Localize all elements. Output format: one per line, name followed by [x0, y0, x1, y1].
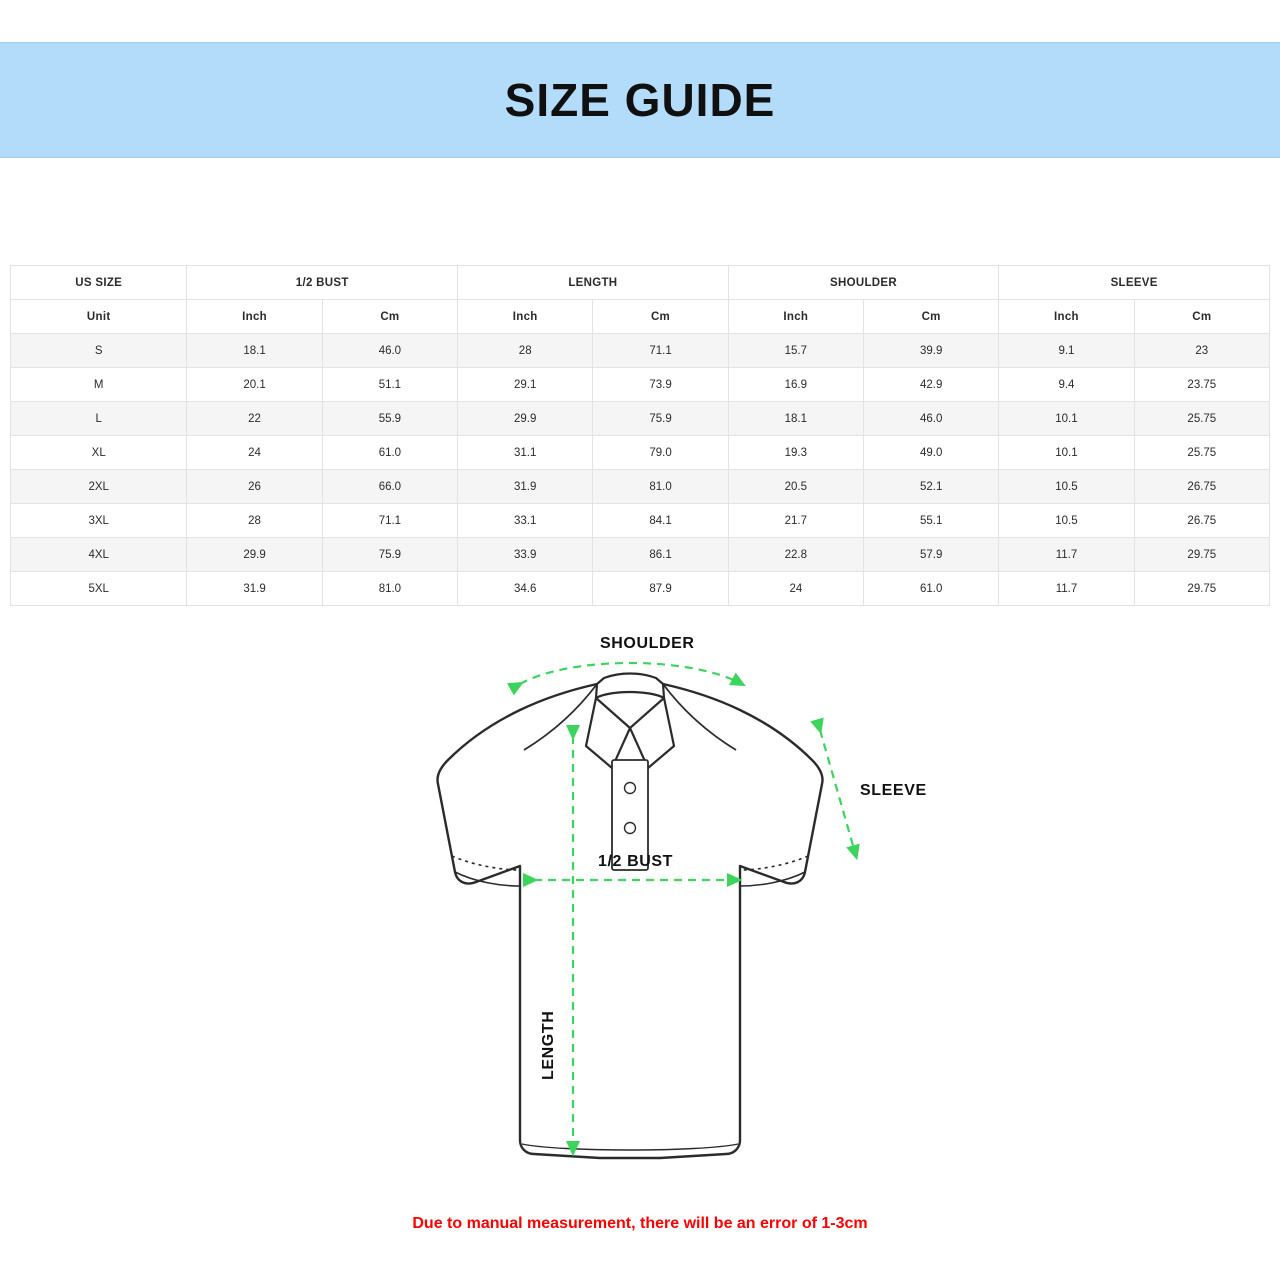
- cell-length-inch: 31.1: [458, 436, 593, 470]
- cell-bust-cm: 61.0: [322, 436, 457, 470]
- cell-shoulder-inch: 20.5: [728, 470, 863, 504]
- table-group-header-row: [11, 266, 1270, 300]
- cell-shoulder-inch: 16.9: [728, 368, 863, 402]
- table-row: [11, 572, 1270, 606]
- column-header-shoulder: SHOULDER: [728, 266, 999, 300]
- cell-sleeve-inch: 9.1: [999, 334, 1134, 368]
- cell-bust-inch: 20.1: [187, 368, 322, 402]
- column-header-us-size: US SIZE: [11, 266, 187, 300]
- cell-bust-inch: 24: [187, 436, 322, 470]
- cell-bust-cm: 66.0: [322, 470, 457, 504]
- row-size-label: 4XL: [11, 538, 187, 572]
- size-table-container: [10, 265, 1270, 606]
- table-row: [11, 538, 1270, 572]
- cell-sleeve-cm: 23.75: [1134, 368, 1269, 402]
- cell-length-cm: 86.1: [593, 538, 728, 572]
- measurement-note: Due to manual measurement, there will be an error of 1-3cm: [412, 1215, 868, 1232]
- cell-bust-inch: 28: [187, 504, 322, 538]
- cell-shoulder-cm: 49.0: [864, 436, 999, 470]
- cell-length-inch: 34.6: [458, 572, 593, 606]
- cell-bust-cm: 51.1: [322, 368, 457, 402]
- cell-sleeve-cm: 25.75: [1134, 402, 1269, 436]
- cell-sleeve-inch: 10.1: [999, 402, 1134, 436]
- cell-shoulder-inch: 18.1: [728, 402, 863, 436]
- table-body: [11, 334, 1270, 606]
- column-header-bust: 1/2 BUST: [187, 266, 458, 300]
- cell-length-cm: 75.9: [593, 402, 728, 436]
- cell-length-cm: 87.9: [593, 572, 728, 606]
- cell-length-cm: 73.9: [593, 368, 728, 402]
- cell-bust-cm: 81.0: [322, 572, 457, 606]
- column-header-length: LENGTH: [458, 266, 729, 300]
- cell-length-cm: 84.1: [593, 504, 728, 538]
- cell-sleeve-cm: 25.75: [1134, 436, 1269, 470]
- row-size-label: 2XL: [11, 470, 187, 504]
- table-row: [11, 504, 1270, 538]
- label-shoulder: SHOULDER: [600, 635, 695, 652]
- cell-shoulder-cm: 46.0: [864, 402, 999, 436]
- label-sleeve: SLEEVE: [860, 782, 927, 799]
- table-row: [11, 470, 1270, 504]
- column-header-unit: Unit: [11, 300, 187, 334]
- cell-length-inch: 29.1: [458, 368, 593, 402]
- cell-bust-inch: 31.9: [187, 572, 322, 606]
- unit-bust-inch: Inch: [187, 300, 322, 334]
- cell-shoulder-inch: 15.7: [728, 334, 863, 368]
- cell-length-inch: 28: [458, 334, 593, 368]
- cell-bust-inch: 26: [187, 470, 322, 504]
- size-table: [10, 265, 1270, 606]
- cell-sleeve-inch: 11.7: [999, 538, 1134, 572]
- cell-shoulder-cm: 55.1: [864, 504, 999, 538]
- cell-sleeve-inch: 9.4: [999, 368, 1134, 402]
- unit-shoulder-cm: Cm: [864, 300, 999, 334]
- table-unit-header-row: [11, 300, 1270, 334]
- unit-length-cm: Cm: [593, 300, 728, 334]
- cell-length-inch: 31.9: [458, 470, 593, 504]
- cell-length-inch: 29.9: [458, 402, 593, 436]
- row-size-label: M: [11, 368, 187, 402]
- cell-sleeve-inch: 11.7: [999, 572, 1134, 606]
- table-head: [11, 266, 1270, 334]
- cell-bust-cm: 55.9: [322, 402, 457, 436]
- row-size-label: 3XL: [11, 504, 187, 538]
- cell-sleeve-cm: 26.75: [1134, 504, 1269, 538]
- cell-shoulder-cm: 57.9: [864, 538, 999, 572]
- cell-bust-cm: 75.9: [322, 538, 457, 572]
- cell-sleeve-cm: 23: [1134, 334, 1269, 368]
- row-size-label: S: [11, 334, 187, 368]
- label-length: LENGTH: [540, 1010, 557, 1080]
- cell-length-cm: 79.0: [593, 436, 728, 470]
- table-row: [11, 368, 1270, 402]
- row-size-label: 5XL: [11, 572, 187, 606]
- row-size-label: XL: [11, 436, 187, 470]
- cell-shoulder-inch: 24: [728, 572, 863, 606]
- unit-length-inch: Inch: [458, 300, 593, 334]
- unit-bust-cm: Cm: [322, 300, 457, 334]
- cell-length-inch: 33.1: [458, 504, 593, 538]
- cell-shoulder-cm: 52.1: [864, 470, 999, 504]
- cell-length-inch: 33.9: [458, 538, 593, 572]
- cell-sleeve-inch: 10.5: [999, 470, 1134, 504]
- unit-sleeve-inch: Inch: [999, 300, 1134, 334]
- polo-shirt-diagram: [0, 620, 1280, 1200]
- page-title: SIZE GUIDE: [504, 74, 776, 126]
- cell-shoulder-cm: 61.0: [864, 572, 999, 606]
- cell-shoulder-cm: 39.9: [864, 334, 999, 368]
- cell-sleeve-inch: 10.5: [999, 504, 1134, 538]
- table-row: [11, 334, 1270, 368]
- cell-bust-cm: 46.0: [322, 334, 457, 368]
- unit-shoulder-inch: Inch: [728, 300, 863, 334]
- cell-shoulder-cm: 42.9: [864, 368, 999, 402]
- cell-bust-inch: 18.1: [187, 334, 322, 368]
- table-row: [11, 436, 1270, 470]
- cell-shoulder-inch: 19.3: [728, 436, 863, 470]
- cell-length-cm: 71.1: [593, 334, 728, 368]
- label-bust: 1/2 BUST: [598, 853, 674, 870]
- cell-shoulder-inch: 21.7: [728, 504, 863, 538]
- cell-bust-inch: 22: [187, 402, 322, 436]
- cell-shoulder-inch: 22.8: [728, 538, 863, 572]
- cell-sleeve-inch: 10.1: [999, 436, 1134, 470]
- cell-bust-inch: 29.9: [187, 538, 322, 572]
- column-header-sleeve: SLEEVE: [999, 266, 1270, 300]
- cell-sleeve-cm: 29.75: [1134, 572, 1269, 606]
- cell-sleeve-cm: 29.75: [1134, 538, 1269, 572]
- header-banner: [0, 42, 1280, 158]
- row-size-label: L: [11, 402, 187, 436]
- cell-sleeve-cm: 26.75: [1134, 470, 1269, 504]
- cell-bust-cm: 71.1: [322, 504, 457, 538]
- unit-sleeve-cm: Cm: [1134, 300, 1269, 334]
- table-row: [11, 402, 1270, 436]
- cell-length-cm: 81.0: [593, 470, 728, 504]
